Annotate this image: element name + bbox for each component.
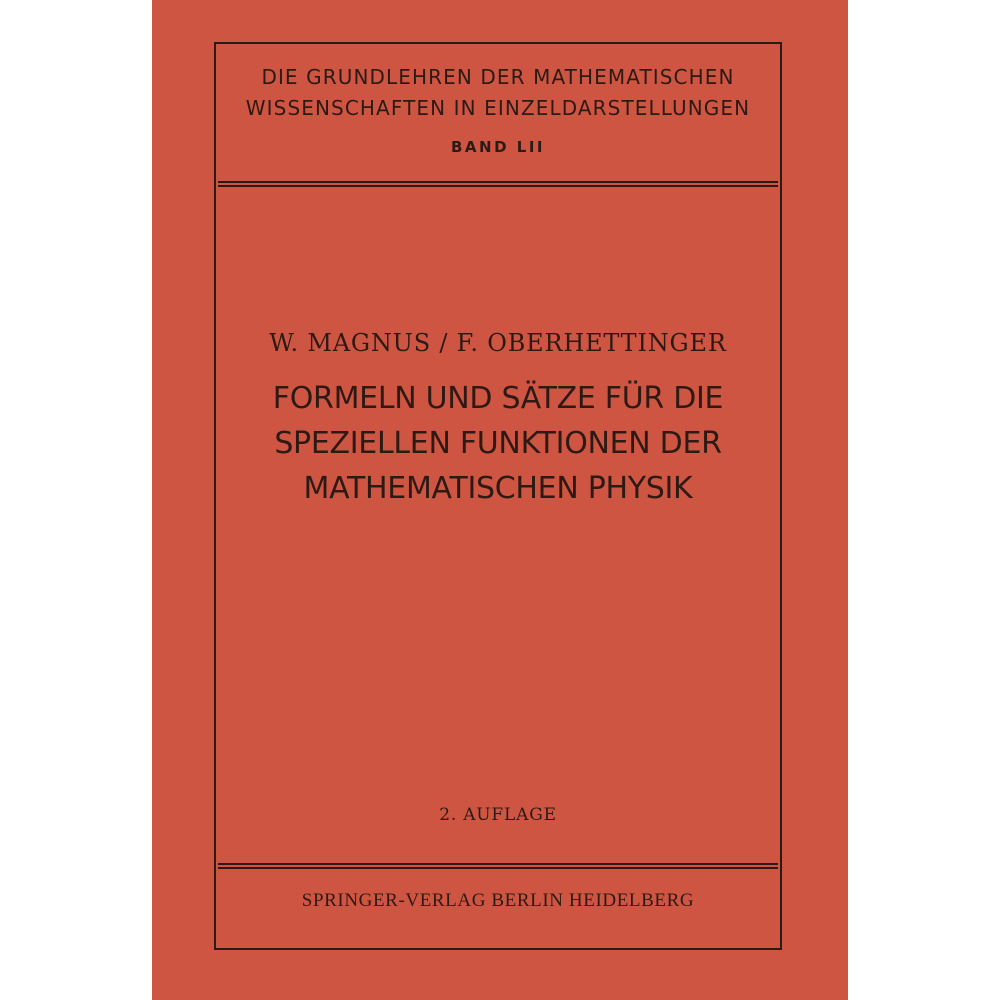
volume-number: BAND LII xyxy=(451,138,545,156)
edition: 2. AUFLAGE xyxy=(439,805,557,825)
series-title-line-1: DIE GRUNDLEHREN DER MATHEMATISCHEN xyxy=(261,65,735,89)
book-cover xyxy=(152,0,848,1000)
book-title-line-3: MATHEMATISCHEN PHYSIK xyxy=(303,471,693,506)
top-double-rule xyxy=(218,181,778,187)
book-title xyxy=(214,376,782,511)
series-title-line-2: WISSENSCHAFTEN IN EINZELDARSTELLUNGEN xyxy=(245,96,751,120)
book-title-line-1: FORMELN UND SÄTZE FÜR DIE xyxy=(272,381,724,416)
book-title-line-2: SPEZIELLEN FUNKTIONEN DER xyxy=(274,426,722,461)
publisher: SPRINGER-VERLAG BERLIN HEIDELBERG xyxy=(301,890,695,911)
bottom-double-rule xyxy=(218,863,778,869)
authors: W. MAGNUS / F. OBERHETTINGER xyxy=(269,329,727,357)
series-title xyxy=(214,62,782,124)
